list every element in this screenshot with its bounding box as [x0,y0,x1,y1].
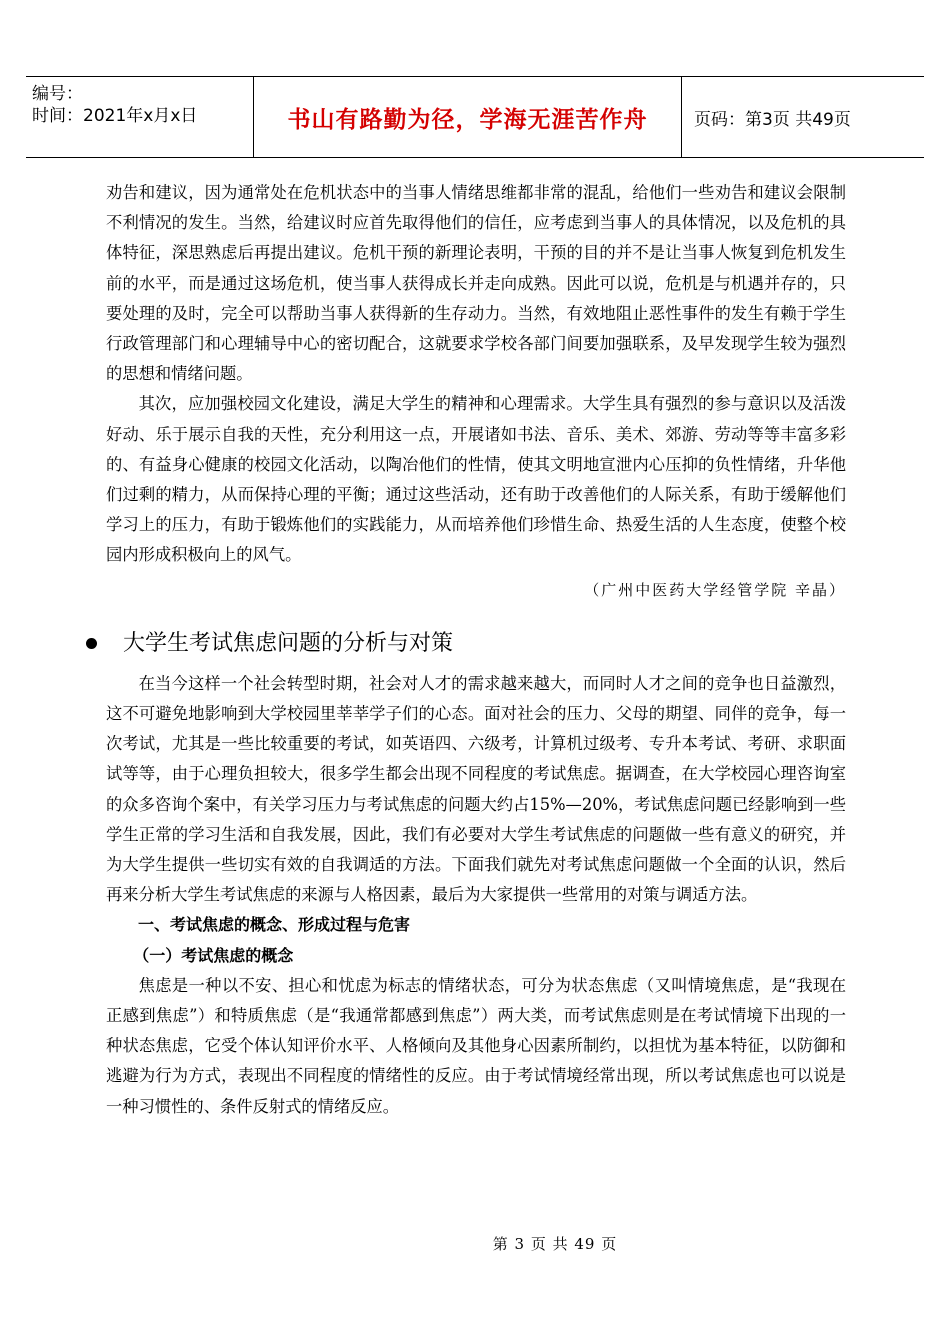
document-body [106,178,846,1122]
document-time: 时间：2021年x月x日 [32,106,198,126]
section-title: 大学生考试焦虑问题的分析与对策 [123,630,454,656]
paragraph: 焦虑是一种以不安、担心和忧虑为标志的情绪状态，可分为状态焦虑（又叫情境焦虑，是“我现在正感到焦虑”）和特质焦虑（是“我通常都感到焦虑”）两大类，而考试焦虑则是在考试情境下出现的一种状态焦虑，它受个体认知评价水平、人格倾向及其他身心因素所制约，以担忧为基本特征，以防御和逃避为行为方式，表现出不同程度的情绪性的反应。由于考试情境经常出现，所以考试焦虑也可以说是一种习惯性的、条件反射式的情绪反应。 [106,975,846,1116]
author-signature: （广州中医药大学经管学院 辛晶） [584,580,846,599]
paragraph: 其次，应加强校园文化建设，满足大学生的精神和心理需求。大学生具有强烈的参与意识以及活泼好动、乐于展示自我的天性，充分利用这一点，开展诸如书法、音乐、美术、郊游、劳动等等丰富多彩的、有益身心健康的校园文化活动，以陶冶他们的性情，使其文明地宣泄内心压抑的负性情绪，升华他们过剩的精力，从而保持心理的平衡；通过这些活动，还有助于改善他们的人际关系，有助于缓解他们学习上的压力，有助于锻炼他们的实践能力，从而培养他们珍惜生命、热爱生活的人生态度，使整个校园内形成积极向上的风气。 [106,394,846,565]
section-heading [86,627,846,661]
paragraph: 在当今这样一个社会转型时期，社会对人才的需求越来越大，而同时人才之间的竞争也日益激烈，这不可避免地影响到大学校园里莘莘学子们的心态。面对社会的压力、父母的期望、同伴的竞争，每一次考试，尤其是一些比较重要的考试，如英语四、六级考，计算机过级考、专升本考试、考研、求职面试等等，由于心理负担较大，很多学生都会出现不同程度的考试焦虑。据调查，在大学校园心理咨询室的众多咨询个案中，有关学习压力与考试焦虑的问题大约占15%—20%，考试焦虑问题已经影响到一些学生正常的学习生活和自我发展，因此，我们有必要对大学生考试焦虑的问题做一些有意义的研究，并为大学生提供一些切实有效的自我调适的方法。下面我们就先对考试焦虑问题做一个全面的认识，然后再来分析大学生考试焦虑的来源与人格因素，最后为大家提供一些常用的对策与调适方法。 [106,673,846,905]
page-footer: 第 3 页 共 49 页 [492,1235,618,1253]
page-header [26,76,924,158]
document-number-label: 编号： [32,84,83,104]
bullet-icon [86,638,97,649]
header-motto: 书山有路勤为径，学海无涯苦作舟 [254,77,682,157]
header-meta [26,77,254,157]
header-page-info: 页码：第3页 共49页 [694,109,851,130]
subheading: （一）考试焦虑的概念 [133,945,294,965]
paragraph: 劝告和建议，因为通常处在危机状态中的当事人情绪思维都非常的混乱，给他们一些劝告和建议会限制不利情况的发生。当然，给建议时应首先取得他们的信任，应考虑到当事人的具体情况，以及危机的具体特征，深思熟虑后再提出建议。危机干预的新理论表明，干预的目的并不是让当事人恢复到危机发生前的水平，而是通过这场危机，使当事人获得成长并走向成熟。因此可以说，危机是与机遇并存的，只要处理的及时，完全可以帮助当事人获得新的生存动力。当然，有效地阻止恶性事件的发生有赖于学生行政管理部门和心理辅导中心的密切配合，这就要求学校各部门间要加强联系，及早发现学生较为强烈的思想和情绪问题。 [106,183,846,384]
subheading: 一、考试焦虑的概念、形成过程与危害 [138,915,411,935]
